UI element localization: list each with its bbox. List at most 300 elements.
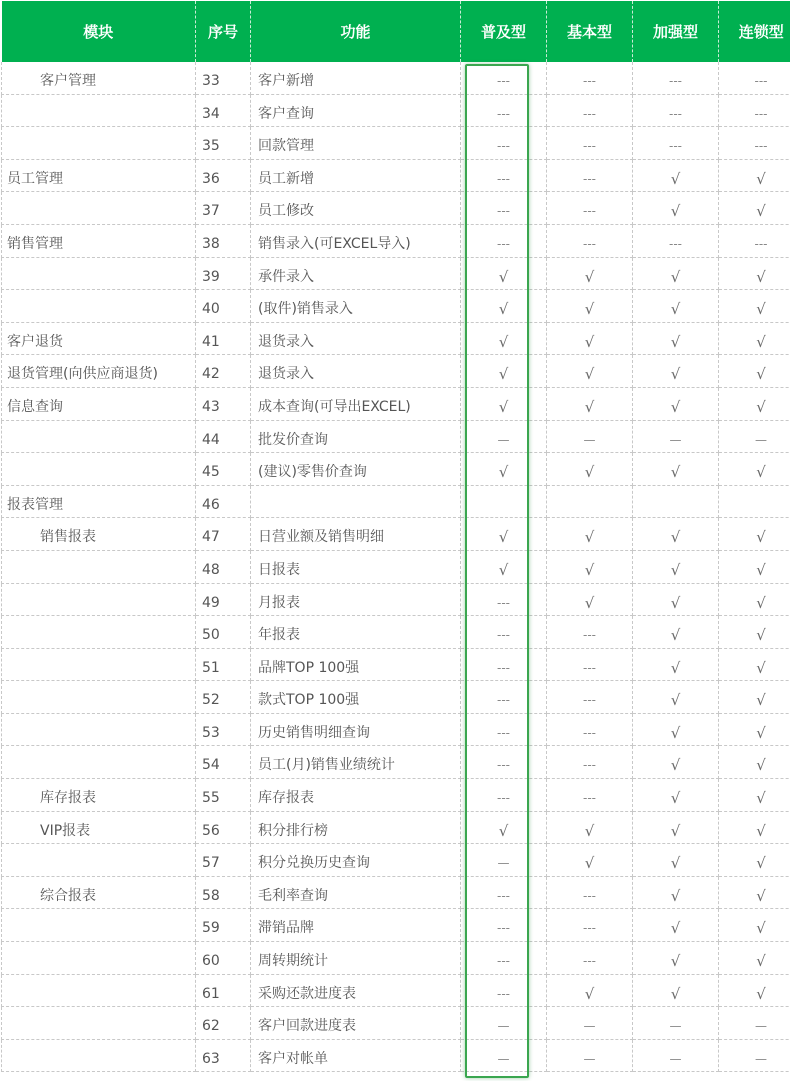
edition-basic-cell-text: --- <box>583 758 596 773</box>
edition-chain-cell <box>719 779 790 812</box>
function-cell <box>251 159 461 192</box>
module-cell-text: 员工管理 <box>7 170 63 187</box>
edition-enhanced-cell <box>633 257 719 290</box>
edition-basic-cell <box>547 420 633 453</box>
edition-enhanced-cell <box>633 290 719 323</box>
edition-basic-cell <box>547 844 633 877</box>
edition-chain-cell-text: √ <box>756 756 766 775</box>
edition-popular-cell <box>461 257 547 290</box>
number-cell-text: 54 <box>202 757 220 774</box>
edition-chain-cell-text: √ <box>756 169 766 188</box>
edition-chain-cell <box>719 648 790 681</box>
edition-chain-cell-text: √ <box>756 886 766 905</box>
function-cell-text: 成本查询(可导出EXCEL) <box>258 398 411 415</box>
edition-enhanced-cell <box>633 453 719 486</box>
edition-chain-cell <box>719 844 790 877</box>
function-cell <box>251 909 461 942</box>
edition-basic-cell-text <box>547 486 632 496</box>
table-row <box>2 616 790 649</box>
table-row <box>2 322 790 355</box>
table-row <box>2 844 790 877</box>
edition-basic-cell-text: √ <box>584 984 595 1003</box>
number-cell <box>196 550 251 583</box>
edition-enhanced-cell-text: √ <box>670 397 681 416</box>
number-cell <box>196 876 251 909</box>
module-cell <box>2 844 196 877</box>
edition-popular-cell-text: --- <box>497 921 510 936</box>
edition-enhanced-cell <box>633 322 719 355</box>
number-cell-text: 41 <box>202 333 220 350</box>
edition-popular-cell-text: √ <box>498 332 509 351</box>
edition-chain-cell <box>719 713 790 746</box>
function-cell <box>251 127 461 160</box>
edition-popular-cell-text: √ <box>498 528 509 547</box>
edition-basic-cell <box>547 387 633 420</box>
edition-popular-cell <box>461 876 547 909</box>
function-cell <box>251 550 461 583</box>
edition-basic-cell <box>547 550 633 583</box>
edition-enhanced-cell-text: --- <box>669 236 682 251</box>
edition-basic-cell <box>547 62 633 94</box>
edition-chain-cell-text: √ <box>756 952 766 971</box>
edition-chain-cell <box>719 876 790 909</box>
header-row <box>2 1 790 62</box>
edition-popular-cell <box>461 713 547 746</box>
edition-chain-cell <box>719 127 790 160</box>
edition-enhanced-cell-text: √ <box>670 267 681 286</box>
function-cell <box>251 94 461 127</box>
edition-enhanced-cell-text: √ <box>670 365 681 384</box>
function-cell <box>251 1007 461 1040</box>
number-cell-text: 59 <box>202 920 220 937</box>
module-cell-text: 销售管理 <box>7 235 63 252</box>
module-cell-text <box>2 192 195 202</box>
number-cell <box>196 518 251 551</box>
module-cell-text <box>2 746 195 756</box>
edition-popular-cell-text: — <box>497 1051 510 1066</box>
function-cell <box>251 62 461 94</box>
edition-chain-cell <box>719 550 790 583</box>
edition-enhanced-cell <box>633 974 719 1007</box>
edition-chain-cell <box>719 811 790 844</box>
table-body <box>2 62 790 1072</box>
module-cell-text <box>2 714 195 724</box>
edition-chain-cell-text: √ <box>756 723 766 742</box>
table-row <box>2 1007 790 1040</box>
function-cell-text: 回款管理 <box>258 138 314 155</box>
function-cell-text: 承件录入 <box>258 268 314 285</box>
edition-basic-cell-text: --- <box>583 236 596 251</box>
table-row <box>2 257 790 290</box>
edition-enhanced-cell-text: √ <box>670 300 681 319</box>
edition-popular-cell <box>461 94 547 127</box>
table-row <box>2 974 790 1007</box>
edition-popular-cell <box>461 290 547 323</box>
function-cell-text: 客户回款进度表 <box>258 1018 356 1035</box>
edition-popular-cell-text: --- <box>497 888 510 903</box>
edition-basic-cell-text: --- <box>583 74 596 88</box>
function-cell-text: (取件)销售录入 <box>258 301 353 318</box>
edition-popular-cell-text: --- <box>497 139 510 154</box>
module-cell-text: 退货管理(向供应商退货) <box>7 366 158 383</box>
edition-popular-cell-text: — <box>497 432 510 447</box>
edition-enhanced-cell <box>633 1039 719 1072</box>
edition-popular-cell <box>461 1039 547 1072</box>
edition-popular-cell-text: √ <box>498 365 509 384</box>
function-cell <box>251 387 461 420</box>
edition-popular-cell-text: √ <box>498 463 509 482</box>
edition-basic-cell <box>547 1007 633 1040</box>
edition-basic-cell-text: √ <box>584 332 595 351</box>
edition-basic-cell-text: --- <box>583 139 596 154</box>
module-cell <box>2 94 196 127</box>
function-cell <box>251 355 461 388</box>
edition-chain-cell-text: --- <box>754 106 768 121</box>
edition-basic-cell <box>547 974 633 1007</box>
number-cell <box>196 127 251 160</box>
edition-enhanced-cell <box>633 779 719 812</box>
function-cell <box>251 224 461 257</box>
edition-enhanced-cell <box>633 127 719 160</box>
module-cell-text <box>2 551 195 561</box>
module-cell <box>2 127 196 160</box>
edition-chain-cell-text: √ <box>756 593 766 612</box>
table-row <box>2 62 790 94</box>
edition-popular-cell-text: --- <box>497 693 510 708</box>
module-cell-text <box>2 649 195 659</box>
edition-popular-cell-text: --- <box>497 74 510 88</box>
number-cell <box>196 616 251 649</box>
edition-basic-cell <box>547 290 633 323</box>
edition-enhanced-cell <box>633 811 719 844</box>
number-cell-text: 61 <box>202 985 220 1002</box>
number-cell <box>196 485 251 518</box>
edition-basic-cell <box>547 453 633 486</box>
edition-popular-cell-text: √ <box>498 267 509 286</box>
table-row <box>2 648 790 681</box>
function-cell <box>251 942 461 975</box>
edition-popular-cell-text: --- <box>497 986 510 1001</box>
edition-enhanced-cell-text: √ <box>670 169 681 188</box>
edition-popular-cell <box>461 62 547 94</box>
module-cell-text <box>2 942 195 952</box>
module-cell <box>2 909 196 942</box>
number-cell <box>196 713 251 746</box>
edition-basic-cell-text: --- <box>583 921 596 936</box>
module-cell-text <box>2 1007 195 1017</box>
table-row <box>2 127 790 160</box>
function-cell <box>251 453 461 486</box>
number-cell <box>196 387 251 420</box>
edition-popular-cell <box>461 355 547 388</box>
function-cell-text: 员工修改 <box>258 203 314 220</box>
table-row <box>2 942 790 975</box>
edition-popular-cell <box>461 681 547 714</box>
edition-popular-cell-text: --- <box>497 595 510 610</box>
number-cell <box>196 257 251 290</box>
edition-chain-cell-text: √ <box>756 332 766 351</box>
function-cell <box>251 518 461 551</box>
number-cell <box>196 942 251 975</box>
edition-enhanced-cell <box>633 648 719 681</box>
edition-basic-cell <box>547 355 633 388</box>
module-cell <box>2 192 196 225</box>
edition-enhanced-cell-text: √ <box>670 658 681 677</box>
edition-popular-cell <box>461 550 547 583</box>
edition-enhanced-cell <box>633 746 719 779</box>
number-cell-text: 33 <box>202 73 220 89</box>
module-cell <box>2 257 196 290</box>
edition-popular-cell-text: — <box>497 856 510 871</box>
edition-popular-cell-text: --- <box>497 954 510 969</box>
table-row <box>2 355 790 388</box>
module-cell <box>2 1039 196 1072</box>
edition-chain-cell <box>719 909 790 942</box>
header-function: 功能 <box>251 1 461 62</box>
edition-enhanced-cell-text: √ <box>670 984 681 1003</box>
number-cell-text: 44 <box>202 431 220 448</box>
function-cell-text: 退货录入 <box>258 333 314 350</box>
edition-basic-cell-text: --- <box>583 171 596 186</box>
table-row <box>2 518 790 551</box>
edition-enhanced-cell <box>633 387 719 420</box>
number-cell-text: 46 <box>202 496 220 513</box>
edition-basic-cell-text: √ <box>584 560 595 579</box>
table-row <box>2 1039 790 1072</box>
edition-popular-cell-text: --- <box>497 660 510 675</box>
number-cell-text: 49 <box>202 594 220 611</box>
edition-basic-cell-text: √ <box>584 854 595 873</box>
edition-popular-cell <box>461 909 547 942</box>
edition-popular-cell-text: --- <box>497 204 510 219</box>
table-row <box>2 583 790 616</box>
function-cell-text: 库存报表 <box>258 790 314 807</box>
edition-popular-cell <box>461 844 547 877</box>
edition-enhanced-cell <box>633 192 719 225</box>
edition-enhanced-cell-text <box>633 486 718 496</box>
edition-basic-cell-text: --- <box>583 791 596 806</box>
table-row <box>2 811 790 844</box>
edition-enhanced-cell-text: √ <box>670 886 681 905</box>
module-cell-text: VIP报表 <box>40 822 91 839</box>
number-cell-text: 53 <box>202 724 220 741</box>
edition-popular-cell-text: --- <box>497 106 510 121</box>
edition-basic-cell-text: √ <box>584 821 595 840</box>
edition-popular-cell <box>461 127 547 160</box>
edition-chain-cell-text: √ <box>756 691 766 710</box>
edition-chain-cell-text: √ <box>756 202 766 221</box>
number-cell <box>196 290 251 323</box>
module-cell-text <box>2 681 195 691</box>
function-cell-text: 日报表 <box>258 561 300 578</box>
edition-chain-cell <box>719 616 790 649</box>
function-cell <box>251 811 461 844</box>
table-row <box>2 224 790 257</box>
number-cell <box>196 811 251 844</box>
module-cell-text: 客户退货 <box>7 333 63 350</box>
function-cell-text: 客户对帐单 <box>258 1050 328 1067</box>
edition-popular-cell-text <box>461 486 546 496</box>
module-cell-text <box>2 453 195 463</box>
number-cell <box>196 62 251 94</box>
number-cell-text: 47 <box>202 529 220 546</box>
function-cell-text: 销售录入(可EXCEL导入) <box>258 235 411 252</box>
table-row <box>2 550 790 583</box>
function-cell-text: 积分兑换历史查询 <box>258 855 370 872</box>
edition-enhanced-cell-text: --- <box>669 139 682 154</box>
function-cell-text: 年报表 <box>258 627 300 644</box>
edition-basic-cell <box>547 876 633 909</box>
edition-basic-cell-text: --- <box>583 628 596 643</box>
edition-enhanced-cell-text: √ <box>670 528 681 547</box>
function-cell-text: 历史销售明细查询 <box>258 724 370 741</box>
edition-enhanced-cell-text: √ <box>670 691 681 710</box>
function-cell <box>251 583 461 616</box>
number-cell-text: 50 <box>202 627 220 644</box>
module-cell-text <box>2 127 195 137</box>
module-cell-text: 库存报表 <box>40 790 96 807</box>
number-cell <box>196 224 251 257</box>
edition-popular-cell-text: — <box>497 1019 510 1034</box>
function-cell <box>251 876 461 909</box>
edition-chain-cell <box>719 1039 790 1072</box>
function-cell <box>251 290 461 323</box>
number-cell <box>196 583 251 616</box>
edition-chain-cell <box>719 290 790 323</box>
number-cell <box>196 681 251 714</box>
number-cell-text: 34 <box>202 105 220 122</box>
edition-basic-cell <box>547 94 633 127</box>
edition-chain-cell <box>719 681 790 714</box>
function-cell <box>251 974 461 1007</box>
number-cell-text: 57 <box>202 855 220 872</box>
module-cell-text: 客户管理 <box>40 73 96 89</box>
function-cell <box>251 192 461 225</box>
edition-enhanced-cell-text: √ <box>670 789 681 808</box>
table-row <box>2 94 790 127</box>
edition-basic-cell-text: --- <box>583 888 596 903</box>
table-row <box>2 420 790 453</box>
edition-enhanced-cell <box>633 62 719 94</box>
number-cell-text: 60 <box>202 953 220 970</box>
module-cell-text <box>2 95 195 105</box>
edition-popular-cell <box>461 518 547 551</box>
edition-basic-cell <box>547 224 633 257</box>
module-cell-text <box>2 975 195 985</box>
number-cell-text: 39 <box>202 268 220 285</box>
function-cell-text: 品牌TOP 100强 <box>258 659 360 676</box>
function-cell <box>251 746 461 779</box>
number-cell <box>196 94 251 127</box>
number-cell <box>196 355 251 388</box>
edition-enhanced-cell-text: √ <box>670 919 681 938</box>
edition-basic-cell-text: --- <box>583 106 596 121</box>
edition-chain-cell-text: √ <box>756 365 766 384</box>
edition-chain-cell <box>719 583 790 616</box>
module-cell <box>2 974 196 1007</box>
edition-chain-cell <box>719 746 790 779</box>
edition-popular-cell-text: --- <box>497 791 510 806</box>
edition-enhanced-cell <box>633 94 719 127</box>
edition-enhanced-cell-text: — <box>669 1051 682 1066</box>
module-cell-text <box>2 258 195 268</box>
number-cell-text: 36 <box>202 170 220 187</box>
function-cell-text: (建议)零售价查询 <box>258 464 367 481</box>
edition-popular-cell <box>461 648 547 681</box>
edition-enhanced-cell <box>633 518 719 551</box>
edition-chain-cell <box>719 420 790 453</box>
edition-basic-cell-text: --- <box>583 954 596 969</box>
edition-popular-cell <box>461 974 547 1007</box>
function-cell-text: 员工(月)销售业绩统计 <box>258 757 395 774</box>
function-cell <box>251 257 461 290</box>
function-cell-text: 毛利率查询 <box>258 887 328 904</box>
number-cell <box>196 192 251 225</box>
number-cell <box>196 746 251 779</box>
edition-basic-cell <box>547 257 633 290</box>
edition-chain-cell <box>719 974 790 1007</box>
number-cell-text: 56 <box>202 822 220 839</box>
edition-basic-cell <box>547 322 633 355</box>
module-cell <box>2 387 196 420</box>
number-cell-text: 37 <box>202 203 220 220</box>
edition-chain-cell <box>719 387 790 420</box>
edition-chain-cell-text: --- <box>754 74 768 88</box>
edition-enhanced-cell <box>633 942 719 975</box>
edition-enhanced-cell <box>633 681 719 714</box>
edition-popular-cell <box>461 746 547 779</box>
edition-basic-cell-text: √ <box>584 300 595 319</box>
edition-basic-cell <box>547 779 633 812</box>
edition-popular-cell <box>461 192 547 225</box>
edition-basic-cell <box>547 811 633 844</box>
module-cell <box>2 876 196 909</box>
edition-chain-cell-text: √ <box>756 528 766 547</box>
number-cell <box>196 1007 251 1040</box>
module-cell <box>2 290 196 323</box>
edition-popular-cell <box>461 224 547 257</box>
edition-basic-cell <box>547 648 633 681</box>
number-cell <box>196 648 251 681</box>
number-cell-text: 40 <box>202 301 220 318</box>
edition-basic-cell <box>547 681 633 714</box>
edition-basic-cell-text: √ <box>584 463 595 482</box>
edition-basic-cell <box>547 942 633 975</box>
edition-basic-cell <box>547 583 633 616</box>
edition-basic-cell-text: √ <box>584 397 595 416</box>
number-cell <box>196 322 251 355</box>
module-cell-text: 报表管理 <box>7 496 63 513</box>
edition-chain-cell-text: --- <box>754 139 768 154</box>
edition-enhanced-cell <box>633 550 719 583</box>
module-cell <box>2 550 196 583</box>
table-row <box>2 746 790 779</box>
edition-chain-cell-text: — <box>755 1051 767 1066</box>
edition-enhanced-cell <box>633 485 719 518</box>
edition-chain-cell-text: √ <box>756 626 766 645</box>
function-cell <box>251 779 461 812</box>
module-cell <box>2 942 196 975</box>
edition-chain-cell-text: √ <box>756 463 766 482</box>
table-row <box>2 681 790 714</box>
table-row <box>2 713 790 746</box>
table-row <box>2 159 790 192</box>
module-cell <box>2 811 196 844</box>
edition-basic-cell-text: √ <box>584 528 595 547</box>
edition-chain-cell-text: √ <box>756 300 766 319</box>
module-cell <box>2 159 196 192</box>
edition-popular-cell <box>461 811 547 844</box>
